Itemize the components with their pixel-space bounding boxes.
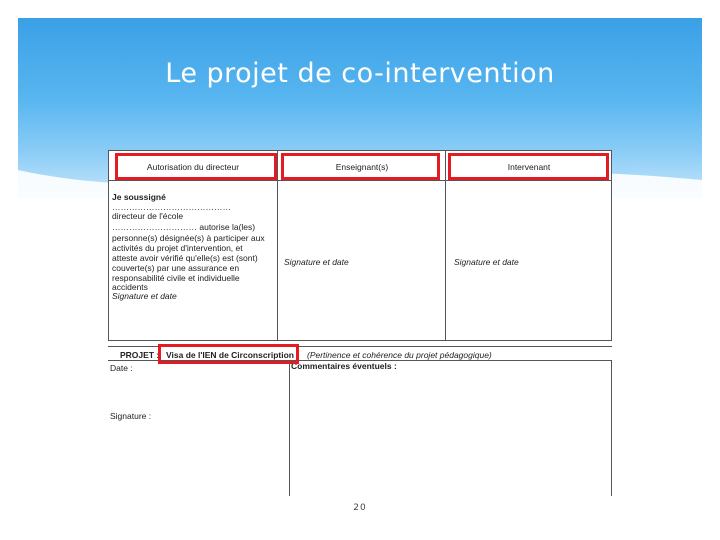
table2-right-border — [611, 360, 612, 496]
table1-col-divider-1 — [277, 150, 278, 340]
date-label: Date : — [110, 363, 133, 373]
director-line-7: atteste avoir vérifié qu'elle(s) est (sont) — [112, 253, 258, 263]
highlight-visa-ien — [158, 344, 299, 364]
table1-top-border — [108, 150, 612, 151]
header-director: Autorisation du directeur — [146, 162, 240, 172]
table2-col-divider — [289, 360, 290, 496]
highlight-teachers-header — [281, 153, 440, 180]
signature-label: Signature : — [110, 411, 152, 421]
highlight-director-header — [115, 153, 277, 180]
table1-right-border — [611, 150, 612, 340]
header-intervenant: Intervenant — [507, 162, 551, 172]
table1-header-divider — [108, 180, 612, 181]
comments-label: Commentaires éventuels : — [291, 361, 397, 371]
director-signature-label: Signature et date — [112, 291, 177, 301]
director-line-3: directeur de l'école — [112, 211, 184, 221]
director-line-8: couverte(s) par une assurance en — [112, 263, 240, 273]
teacher-signature-label: Signature et date — [284, 257, 349, 267]
page-number: 20 — [353, 503, 367, 513]
scanned-form — [108, 150, 612, 496]
highlight-intervenant-header — [448, 153, 609, 180]
director-line-1: Je soussigné — [112, 192, 166, 202]
director-line-5: personne(s) désignée(s) à participer aux — [112, 233, 265, 243]
header-teachers: Enseignant(s) — [335, 162, 389, 172]
projet-label: PROJET : — [120, 350, 160, 360]
table1-col-divider-2 — [445, 150, 446, 340]
intervenant-signature-label: Signature et date — [454, 257, 519, 267]
director-line-9: responsabilité civile et individuelle — [112, 273, 240, 283]
director-line-4: ………………………… autorise la(les) — [112, 222, 256, 232]
director-line-6: activités du projet d'intervention, et — [112, 243, 243, 253]
table1-bottom-border — [108, 340, 612, 341]
table1-left-border — [108, 150, 109, 340]
pertinence-note: (Pertinence et cohérence du projet pédagogique) — [307, 350, 492, 360]
slide-title: Le projet de co-intervention — [165, 58, 555, 89]
visa-ien-label: Visa de l'IEN de Circonscription — [166, 350, 294, 360]
director-line-2: …………………………………… — [112, 202, 231, 212]
director-line-10: accidents — [112, 282, 148, 292]
